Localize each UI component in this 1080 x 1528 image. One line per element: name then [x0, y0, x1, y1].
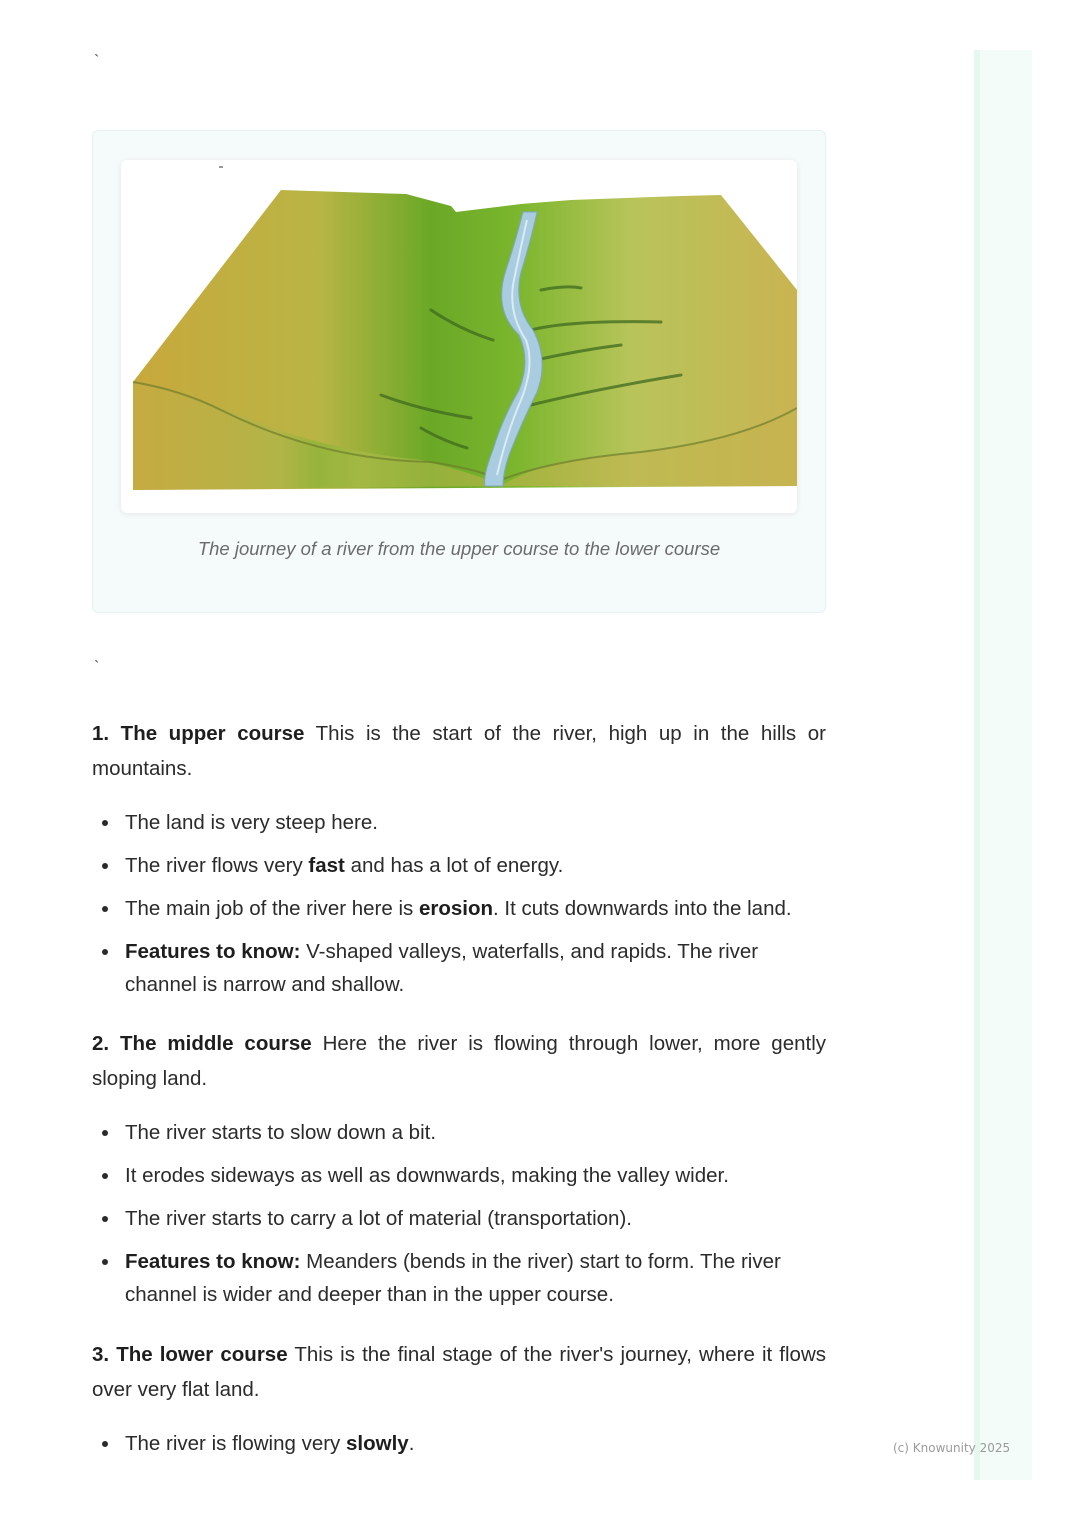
section-paragraph [92, 1026, 826, 1096]
section-intro: This is the final stage of the river's journey, where it flows over very flat land. [92, 1343, 826, 1401]
section-intro: Here the river is flowing through lower, more gently sloping land. [92, 1032, 827, 1090]
list-item: The river starts to slow down a bit. [92, 1116, 826, 1149]
list-item: The main job of the river here is erosion. It cuts downwards into the land. [92, 892, 826, 925]
section-lower-course [92, 1337, 826, 1470]
copyright-footer: (c) Knowunity 2025 [893, 1441, 1011, 1455]
river-valley-svg [121, 160, 797, 513]
section-heading: 1. The upper course [92, 722, 305, 745]
river-valley-illustration [121, 160, 797, 513]
section-middle-course [92, 1026, 826, 1321]
stray-mark: ` [94, 659, 100, 676]
section-heading: 3. The lower course [92, 1343, 288, 1366]
figure-caption: The journey of a river from the upper course to the lower course [197, 538, 721, 559]
section-paragraph [92, 716, 826, 786]
side-margin-strip [974, 50, 1032, 1480]
bullet-list [92, 1427, 826, 1460]
list-item: The river is flowing very slowly. [92, 1427, 826, 1460]
bullet-list [92, 1116, 826, 1311]
list-item: It erodes sideways as well as downwards, making the valley wider. [92, 1159, 826, 1192]
list-item: The river flows very fast and has a lot of energy. [92, 849, 826, 882]
section-intro: This is the start of the river, high up in the hills or mountains. [92, 722, 826, 780]
stray-mark: ` [94, 53, 100, 70]
section-paragraph [92, 1337, 826, 1407]
section-upper-course [92, 716, 826, 1011]
bullet-list [92, 806, 826, 1001]
list-item: Features to know: Meanders (bends in the river) start to form. The river channel is wider and deeper than in the upper course. [92, 1245, 826, 1311]
list-item: The river starts to carry a lot of material (transportation). [92, 1202, 826, 1235]
list-item: The land is very steep here. [92, 806, 826, 839]
section-heading: 2. The middle course [92, 1032, 312, 1055]
list-item: Features to know: V-shaped valleys, waterfalls, and rapids. The river channel is narrow and shallow. [92, 935, 826, 1001]
